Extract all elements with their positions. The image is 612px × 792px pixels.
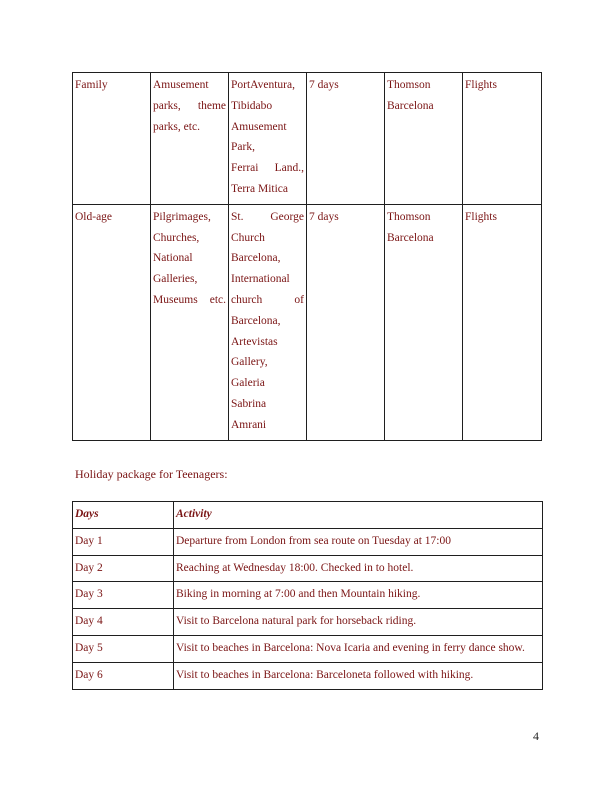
- day-cell: Day 2: [73, 555, 174, 582]
- transport-cell: Flights: [463, 204, 542, 440]
- table-row: [73, 582, 543, 609]
- activity-cell: Visit to beaches in Barcelona: Nova Icaria and evening in ferry dance show.: [174, 635, 543, 662]
- activity-cell: Reaching at Wednesday 18:00. Checked in to hotel.: [174, 555, 543, 582]
- activity-cell: Departure from London from sea route on Tuesday at 17:00: [174, 528, 543, 555]
- transport-cell: Flights: [463, 73, 542, 205]
- places-cell: PortAventura, Tibidabo Amusement Park, Ferrai Land., Terra Mitica: [229, 73, 307, 205]
- table-row: [73, 73, 542, 205]
- operator-cell: Thomson Barcelona: [385, 204, 463, 440]
- table-header-row: [73, 502, 543, 529]
- theme-cell: Amusement parks, theme parks, etc.: [151, 73, 229, 205]
- duration-cell: 7 days: [307, 73, 385, 205]
- theme-cell: Pilgrimages, Churches, National Galleries, Museums etc.: [151, 204, 229, 440]
- day-cell: Day 5: [73, 635, 174, 662]
- page-number: 4: [533, 729, 539, 743]
- day-cell: Day 6: [73, 662, 174, 689]
- table-row: [73, 528, 543, 555]
- activity-header: Activity: [174, 502, 543, 529]
- day-cell: Day 3: [73, 582, 174, 609]
- operator-cell: Thomson Barcelona: [385, 73, 463, 205]
- day-cell: Day 1: [73, 528, 174, 555]
- activity-cell: Visit to Barcelona natural park for horseback riding.: [174, 609, 543, 636]
- group-cell: Family: [73, 73, 151, 205]
- teen-package-caption: Holiday package for Teenagers:: [75, 467, 228, 481]
- activity-cell: Biking in morning at 7:00 and then Mountain hiking.: [174, 582, 543, 609]
- table-row: [73, 662, 543, 689]
- day-cell: Day 4: [73, 609, 174, 636]
- teen-itinerary-table: [72, 501, 543, 690]
- activity-cell: Visit to beaches in Barcelona: Barceloneta followed with hiking.: [174, 662, 543, 689]
- duration-cell: 7 days: [307, 204, 385, 440]
- days-header: Days: [73, 502, 174, 529]
- table-row: [73, 635, 543, 662]
- table-row: [73, 204, 542, 440]
- places-cell: St. George Church Barcelona, International church of Barcelona, Artevistas Gallery, Galeria Sabrina Amrani: [229, 204, 307, 440]
- group-cell: Old-age: [73, 204, 151, 440]
- holiday-packages-table: [72, 72, 542, 441]
- table-row: [73, 555, 543, 582]
- table-row: [73, 609, 543, 636]
